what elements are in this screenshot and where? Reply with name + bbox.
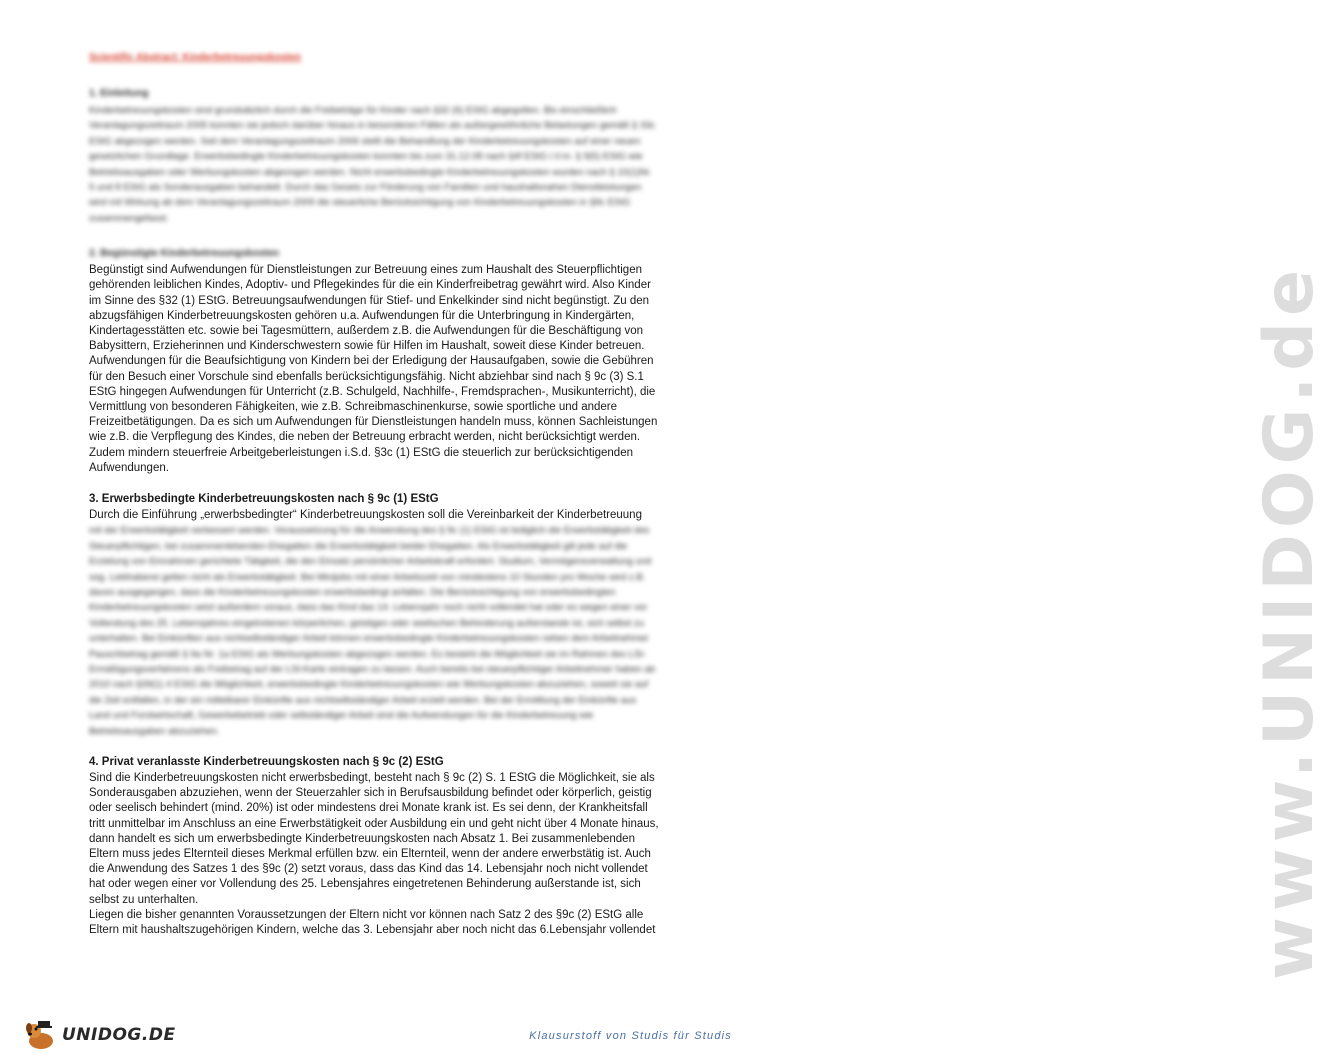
section-3-paragraph: Durch die Einführung „erwerbsbedingter“ Kinderbetreuungskosten soll die Vereinbarkeit der Kinderbetreuung (89, 509, 642, 522)
section-2-heading: 2. Begünstigte Kinderbetreuungskosten (89, 248, 280, 260)
section-2-paragraph: Begünstigt sind Aufwendungen für Dienstleistungen zur Betreuung eines zum Haushalt des Steuerpflichtigen gehörenden leiblichen Kindes, Adoptiv- und Pflegekindes für die ein Kinderfreibetrag gewährt wird. Also Kinder im Sinne des §32 (1) EStG. Betreuungsaufwendungen für Stief- und Enkelkinder sind nicht begünstigt. Zu den abzugsfähigen Kinderbetreuungskosten gehören u.a. Aufwendungen für die Unterbringung in Kindergärten, Kindertagesstätten etc. sowie bei Tagesmüttern, außerdem z.B. die Aufwendungen für die Beschäftigung von Babysittern, Erzieherinnen und Kinderschwestern sowie für Hilfen im Haushalt, soweit diese Kinder betreuen. Aufwendungen für die Beaufsichtigung von Kindern bei der Erledigung der Hausaufgaben, sowie die Gebühren für den Besuch einer Vorschule sind ebenfalls berücksichtigungsfähig. Nicht abziehbar sind nach § 9c (3) S.1 EStG hingegen Aufwendungen für Unterricht (z.B. Schulgeld, Nachhilfe-, Fremdsprachen-, Musikunterricht), die Vermittlung von besonderen Fähigkeiten, wie z.B. Schreibmaschinenkurse, sowie sportliche und andere Freizeitbetätigungen. Da es sich um Aufwendungen für Dienstleistungen handeln muss, können Sachleistungen wie z.B. die Verpflegung des Kindes, die neben der Betreuung erbracht werden, nicht berücksichtigt werden. Zudem mindern steuerfreie Arbeitgeberleistungen i.S.d. §3c (1) EStG die steuerlich zur berücksichtigenden Aufwendungen. (89, 264, 658, 474)
dog-icon (24, 1019, 58, 1051)
section-1-paragraph: Kinderbetreuungskosten sind grundsätzlich durch die Freibeträge für Kinder nach §32 (6) EStG abgegolten. Bis einschließlich Veranlagungszeitraum 2005 konnten sie jedoch darüber hinaus in besonderen Fällen als außergewöhnliche Belastungen gemäß § 33c EStG abgezogen werden. Seit dem Veranlagungszeitraum 2006 stellt die Behandlung der Kinderbetreuungskosten auf einer neuen gesetzlichen Grundlage. Erwerbsbedingte Kinderbetreuungskosten konnten bis zum 31.12.08 nach §4f EStG i.V.m. § 9(5) EStG wie Betriebsausgaben oder Werbungskosten abgezogen werden. Nicht erwerbsbedingte Kinderbetreuungskosten wurden nach § 10(1)Nr. 5 und 8 EStG als Sonderausgaben behandelt. Durch das Gesetz zur Förderung von Familien und haushaltsnahen Dienstleistungen wird mit Wirkung ab dem Veranlagungszeitraum 2009 die steuerliche Berücksichtigung von Kinderbetreuungskosten in §9c EStG zusammengefasst. (89, 105, 656, 224)
unidog-logo[interactable] (24, 1018, 176, 1052)
document-title: Scientific Abstract: Kinderbetreuungskosten (89, 52, 301, 63)
footer-slogan: Klausurstoff von Studis für Studis (529, 1030, 732, 1042)
section-3-heading: 3. Erwerbsbedingte Kinderbetreuungskosten nach § 9c (1) EStG (89, 493, 439, 506)
section-4-paragraph-2: Liegen die bisher genannten Voraussetzungen der Eltern nicht vor können nach Satz 2 des §9c (2) EStG alle Eltern mit haushaltszugehörigen Kindern, welche das 3. Lebensjahr aber noch nicht das 6.Lebensjahr vollendet (89, 908, 656, 937)
section-4-paragraph-1: Sind die Kinderbetreuungskosten nicht erwerbsbedingt, besteht nach § 9c (2) S. 1 EStG die Möglichkeit, sie als Sonderausgaben abzuziehen, wenn der Steuerzahler sich in Berufsausbildung befindet oder körperlich, geistig oder seelisch behindert (mind. 20%) ist oder mindestens drei Monate krank ist. Es sei denn, der Krankheitsfall tritt unmittelbar im Anschluss an eine Erwerbstätigkeit oder Ausbildung ein und geht nicht über 4 Monate hinaus, dann handelt es sich um erwerbsbedingte Kinderbetreuungskosten nach Absatz 1. Bei zusammenlebenden Eltern muss jedes Elternteil dieses Merkmal erfüllen bzw. ein Elternteil, wenn der andere erwerbstätig ist. Auch die Anwendung des Satzes 1 des §9c (2) setzt voraus, dass das Kind das 14. Lebensjahr noch nicht vollendet hat oder wegen einer vor Vollendung des 25. Lebensjahres eingetretenen Behinderung außerstande ist, sich selbst zu unterhalten. (89, 771, 659, 906)
section-3-blurred-paragraph: mit der Erwerbstätigkeit verbessert werden. Voraussetzung für die Anwendung des § 9c (1) EStG ist lediglich die Erwerbstätigkeit des Steuerpflichtigen, bei zusammenlebenden Ehegatten die Erwerbstätigkeit beider Ehegatten. Als Erwerbstätigkeit gilt jede auf die Erzielung von Einnahmen gerichtete Tätigkeit, die den Einsatz persönlicher Arbeitskraft erfordert. Studium, Vermögensverwaltung und sog. Liebhaberei gelten nicht als Erwerbstätigkeit. Bei Minijobs mit einer Arbeitszeit von mindestens 10 Stunden pro Woche wird z.B. davon ausgegangen, dass die Kinderbetreuungskosten erwerbsbedingt anfallen. Die Berücksichtigung von erwerbsbedingten Kinderbetreuungskosten setzt außerdem voraus, dass das Kind das 14. Lebensjahr noch nicht vollendet hat oder es wegen einer vor Vollendung des 25. Lebensjahres eingetretenen körperlichen, geistigen oder seelischen Behinderung außerstande ist, sich selbst zu unterhalten. Bei Einkünften aus nichtselbständiger Arbeit können erwerbsbedingte Kinderbetreuungskosten neben dem Arbeitnehmer Pauschbetrag gemäß § 9a Nr. 1a EStG als Werbungskosten abgezogen werden. Es besteht die Möglichkeit sie im Rahmen des LSt-Ermäßigungsverfahrens als Freibetrag auf der LSt-Karte eintragen zu lassen. Auch bereits bei steuerpflichtiger Arbeitnehmer haben ab 2010 nach §39(1) 4 EStG die Möglichkeit, erwerbsbedingte Kinderbetreuungskosten wie Werbungskosten abzuziehen, soweit sie auf die Zeit entfallen, in der ein mittelbarer Einkünfte aus nichtselbständiger Arbeit erzielt werden. Bei der Ermittlung der Einkünfte aus Land und Forstwirtschaft, Gewerbebetrieb oder selbständiger Arbeit sind die Aufwendungen für die Kinderbetreuung wie Betriebsausgaben abzuziehen. (89, 525, 656, 737)
document-page: www.UNIDOG.de Scientific Abstract: Kinderbetreuungskosten 1. Einleitung Kinderbetreuungskosten sind grundsätzlich durch die Freibeträge für Kinder nach §32 (6) EStG abgegolten. Bis einschließlich Veranlagungszeitraum 2005 konnten sie jedoch darüber hinaus in besonderen Fällen als außergewöhnliche Belastungen gemäß § 33c EStG abgezogen werden. Seit dem Veranlagungszeitraum 2006 stellt die Behandlung der Kinderbetreuungskosten auf einer neuen gesetzlichen Grundlage. Erwerbsbedingte Kinderbetreuungskosten konnten bis zum 31.12.08 nach §4f EStG i.V.m. § 9(5) EStG wie Betriebsausgaben oder Werbungskosten abgezogen werden. Nicht erwerbsbedingte Kinderbetreuungskosten wurden nach § 10(1)Nr. 5 und 8 EStG als Sonderausgaben behandelt. Durch das Gesetz zur Förderung von Familien und haushaltsnahen Dienstleistungen wird mit Wirkung ab dem Veranlagungszeitraum 2009 die steuerliche Berücksichtigung von Kinderbetreuungskosten in §9c EStG zusammengefasst. 2. Begünstigte Kinderbetreuungskosten Begünstigt sind Aufwendungen für Dienstleistungen zur Betreuung eines zum Haushalt des Steuerpflichtigen gehörenden leiblichen Kindes, Adoptiv- und Pflegekindes für die ein Kinderfreibetrag gewährt wird. Also Kinder im Sinne des §32 (1) EStG. Betreuungsaufwendungen für Stief- und Enkelkinder sind nicht begünstigt. Zu den abzugsfähigen Kinderbetreuungskosten gehören u.a. Aufwendungen für die Unterbringung in Kindergärten, Kindertagesstätten etc. sowie bei Tagesmüttern, außerdem z.B. die Aufwendungen für die Beschäftigung von Babysittern, Erzieherinnen und Kinderschwestern sowie für Hilfen im Haushalt, soweit diese Kinder betreuen. Aufwendungen für die Beaufsichtigung von Kindern bei der Erledigung der Hausaufgaben, sowie die Gebühren für den Besuch einer Vorschule sind ebenfalls berücksichtigungsfähig. Nicht abziehbar sind nach § 9c (3) S.1 EStG hingegen Aufwendungen für Unterricht (z.B. Schulgeld, Nachhilfe-, Fremdsprachen-, Musikunterricht), die Vermittlung von besonderen Fähigkeiten, wie z.B. Schreibmaschinenkurse, sowie sportliche und andere Freizeitbetätigungen. Da es sich um Aufwendungen für Dienstleistungen handeln muss, können Sachleistungen wie z.B. die Verpflegung des Kindes, die neben der Betreuung erbracht werden, nicht berücksichtigt werden. Zudem mindern steuerfreie Arbeitgeberleistungen i.S.d. §3c (1) EStG die steuerlich zur berücksichtigenden Aufwendungen. 3. Erwerbsbedingte Kinderbetreuungskosten nach § 9c (1) EStG Durch die Einführung „erwerbsbedingter“ Kinderbetreuungskosten soll die Vereinbarkeit der Kinderbetreuung mit der Erwerbstätigkeit verbessert werden. Voraussetzung für die Anwendung des § 9c (1) EStG ist lediglich die Erwerbstätigkeit des Steuerpflichtigen, bei zusammenlebenden Ehegatten die Erwerbstätigkeit beider Ehegatten. Als Erwerbstätigkeit gilt jede auf die Erzielung von Einnahmen gerichtete Tätigkeit, die den Einsatz persönlicher Arbeitskraft erfordert. Studium, Vermögensverwaltung und sog. Liebhaberei gelten nicht als Erwerbstätigkeit. Bei Minijobs mit einer Arbeitszeit von mindestens 10 Stunden pro Woche wird z.B. davon ausgegangen, dass die Kinderbetreuungskosten erwerbsbedingt anfallen. Die Berücksichtigung von erwerbsbedingten Kinderbetreuungskosten setzt außerdem voraus, dass das Kind das 14. Lebensjahr noch nicht vollendet hat oder es wegen einer vor Vollendung des 25. Lebensjahres eingetretenen körperlichen, geistigen oder seelischen Behinderung außerstande ist, sich selbst zu unterhalten. Bei Einkünften aus nichtselbständiger Arbeit können erwerbsbedingte Kinderbetreuungskosten neben dem Arbeitnehmer Pauschbetrag gemäß § 9a Nr. 1a EStG als Werbungskosten abgezogen werden. Es besteht die Möglichkeit sie im Rahmen des LSt-Ermäßigungsverfahrens als Freibetrag auf der LSt-Karte eintragen zu lassen. Auch bereits bei steuerpflichtiger Arbeitnehmer haben ab 2010 nach §39(1) 4 EStG die Möglichkeit, erwerbsbedingte Kinderbetreuungskosten wie Werbungskosten abzuziehen, soweit sie auf die Zeit entfallen, in der ein mittelbarer Einkünfte aus nichtselbständiger Arbeit erzielt werden. Bei der Ermittlung der Einkünfte aus Land und Forstwirtschaft, Gewerbebetrieb oder selbständiger Arbeit sind die Aufwendungen für die Kinderbetreuung wie Betriebsausgaben abzuziehen. 4. Privat veranlasste Kinderbetreuungskosten nach § 9c (2) EStG Sind die Kinderbetreuungskosten nicht erwerbsbedingt, besteht nach § 9c (2) S. 1 EStG die Möglichkeit, sie als Sonderausgaben abzuziehen, wenn der Steuerzahler sich in Berufsausbildung befindet oder körperlich, geistig oder seelisch behindert (mind. 20%) ist oder mindestens drei Monate krank ist. Es sei denn, der Krankheitsfall tritt unmittelbar im Anschluss an eine Erwerbstätigkeit oder Ausbildung ein und geht nicht über 4 Monate hinaus, dann handelt es sich um erwerbsbedingte Kinderbetreuungskosten nach Absatz 1. Bei zusammenlebenden Eltern muss jedes Elternteil dieses Merkmal erfüllen bzw. ein Elternteil, wenn der andere erwerbstätig ist. Auch die Anwendung des Satzes 1 des §9c (2) setzt voraus, dass das Kind das 14. Lebensjahr noch nicht vollendet hat oder wegen einer vor Vollendung des 25. Lebensjahres eingetretenen Behinderung außerstande ist, sich selbst zu unterhalten. Liegen die bisher genannten Voraussetzungen der Eltern nicht vor können nach Satz 2 des §9c (2) EStG alle Eltern mit haushaltszugehörigen Kindern, welche das 3. Lebensjahr aber noch nicht das 6.Lebensjahr vollendet UNIDOG.DE Klausurstoff von Studis für Studis (0, 0, 750, 1060)
section-4-heading: 4. Privat veranlasste Kinderbetreuungskosten nach § 9c (2) EStG (89, 755, 444, 768)
document-body (89, 52, 659, 938)
logo-text: UNIDOG.DE (62, 1025, 176, 1045)
section-1-heading: 1. Einleitung (89, 88, 149, 99)
